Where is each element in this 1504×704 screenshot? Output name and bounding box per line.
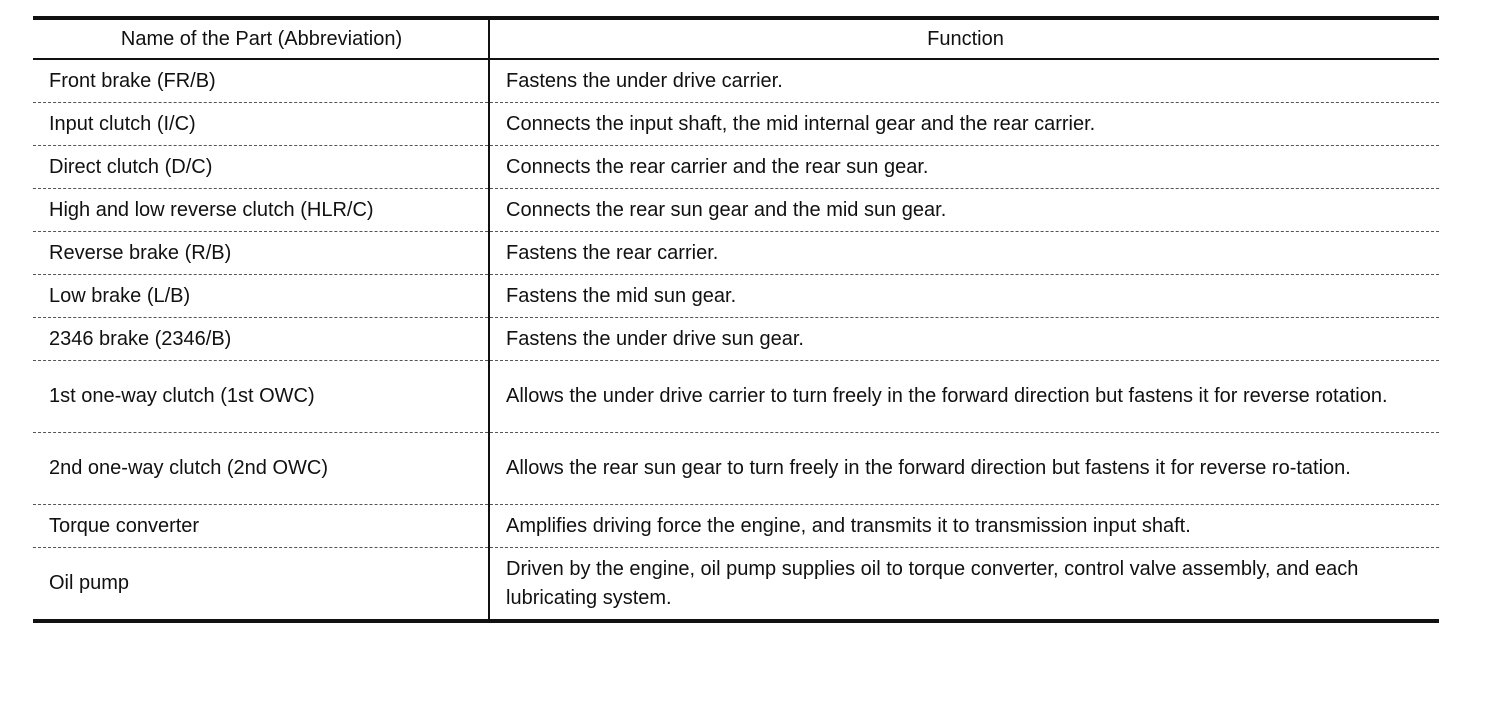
function-cell: Amplifies driving force the engine, and transmits it to transmission input shaft.	[489, 505, 1439, 548]
table-row	[33, 505, 1439, 548]
function-cell: Fastens the under drive carrier.	[489, 59, 1439, 103]
function-cell: Connects the rear sun gear and the mid sun gear.	[489, 189, 1439, 232]
table-row	[33, 232, 1439, 275]
table-row	[33, 548, 1439, 622]
function-cell: Connects the rear carrier and the rear sun gear.	[489, 146, 1439, 189]
table-row	[33, 433, 1439, 505]
part-name-cell: High and low reverse clutch (HLR/C)	[33, 189, 489, 232]
function-cell: Driven by the engine, oil pump supplies oil to torque converter, control valve assembly, and each lubricating system.	[489, 548, 1439, 622]
table-row	[33, 275, 1439, 318]
part-name-cell: Low brake (L/B)	[33, 275, 489, 318]
header-function: Function	[489, 18, 1439, 59]
function-cell: Allows the under drive carrier to turn freely in the forward direction but fastens it for reverse rotation.	[489, 361, 1439, 433]
part-name-cell: Oil pump	[33, 548, 489, 622]
part-name-cell: 1st one-way clutch (1st OWC)	[33, 361, 489, 433]
part-name-cell: 2346 brake (2346/B)	[33, 318, 489, 361]
table-row	[33, 189, 1439, 232]
part-name-cell: Torque converter	[33, 505, 489, 548]
parts-function-table-container	[33, 16, 1439, 623]
function-cell: Connects the input shaft, the mid internal gear and the rear carrier.	[489, 103, 1439, 146]
table-header-row	[33, 18, 1439, 59]
function-cell: Fastens the rear carrier.	[489, 232, 1439, 275]
function-cell: Fastens the under drive sun gear.	[489, 318, 1439, 361]
table-row	[33, 103, 1439, 146]
header-part-name: Name of the Part (Abbreviation)	[33, 18, 489, 59]
part-name-cell: Direct clutch (D/C)	[33, 146, 489, 189]
part-name-cell: Input clutch (I/C)	[33, 103, 489, 146]
table-row	[33, 59, 1439, 103]
function-cell: Fastens the mid sun gear.	[489, 275, 1439, 318]
part-name-cell: Reverse brake (R/B)	[33, 232, 489, 275]
table-row	[33, 146, 1439, 189]
table-row	[33, 361, 1439, 433]
part-name-cell: Front brake (FR/B)	[33, 59, 489, 103]
table-row	[33, 318, 1439, 361]
function-cell: Allows the rear sun gear to turn freely in the forward direction but fastens it for reverse ro-tation.	[489, 433, 1439, 505]
parts-function-table	[33, 16, 1439, 623]
part-name-cell: 2nd one-way clutch (2nd OWC)	[33, 433, 489, 505]
